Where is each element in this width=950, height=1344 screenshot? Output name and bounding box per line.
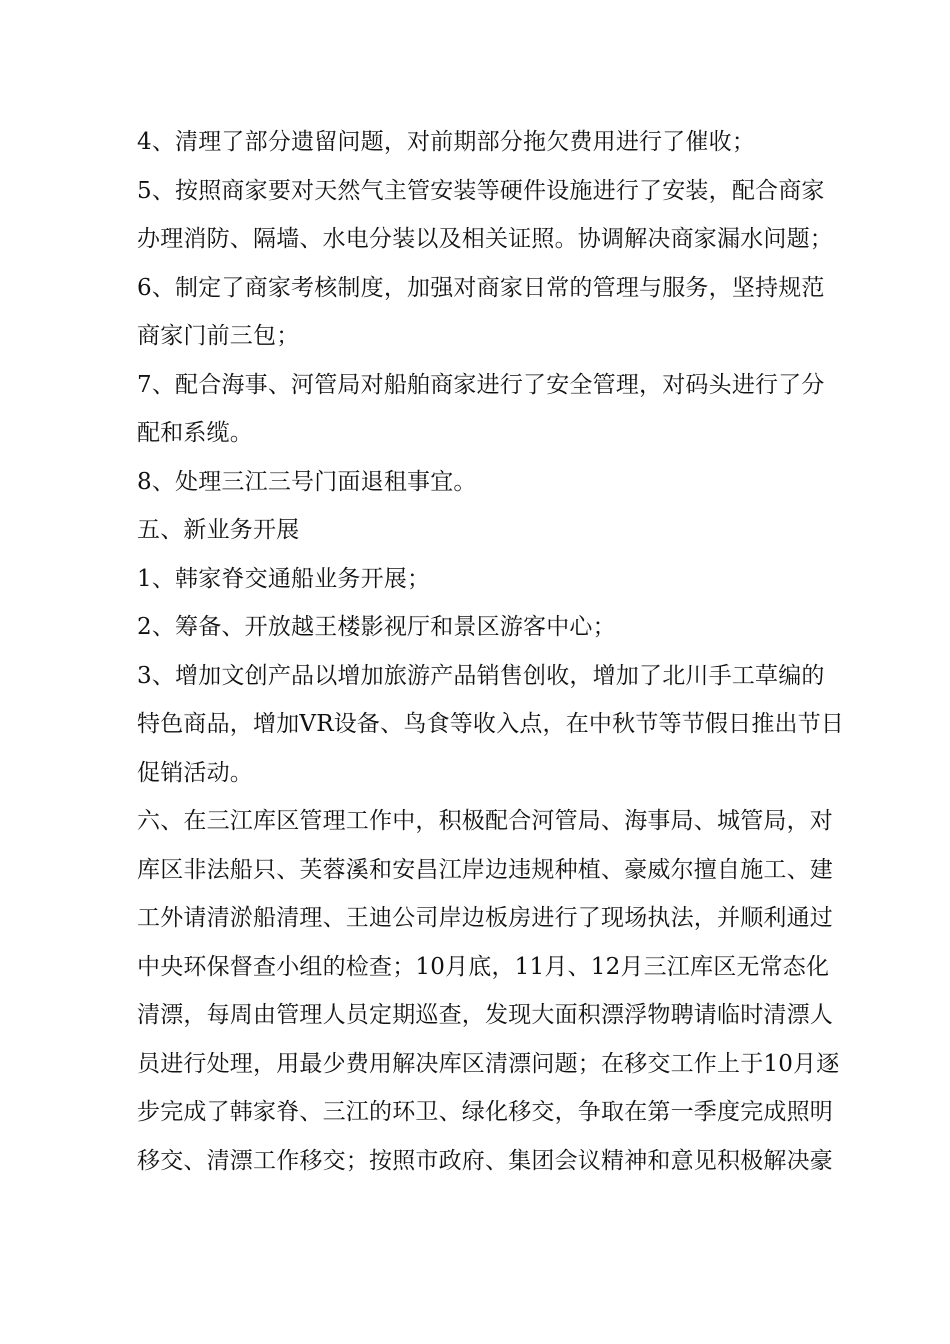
text-line: 库区非法船只、芙蓉溪和安昌江岸边违规种植、豪威尔擅自施工、建 xyxy=(137,856,833,883)
text-line: 4、清理了部分遗留问题，对前期部分拖欠费用进行了催收； xyxy=(137,129,756,155)
text-line: 清漂，每周由管理人员定期巡查，发现大面积漂浮物聘请临时清漂人 xyxy=(137,1002,833,1028)
text-line: 1、韩家脊交通船业务开展； xyxy=(137,565,431,592)
text-line: 中央环保督查小组的检查；10月底，11月、12月三江库区无常态化 xyxy=(137,953,830,980)
text-line: 5、按照商家要对天然气主管安装等硬件设施进行了安装，配合商家 xyxy=(137,177,825,204)
text-line: 2、筹备、开放越王楼影视厅和景区游客中心； xyxy=(137,614,616,640)
section-heading: 五、新业务开展 xyxy=(137,517,300,543)
text-line: 促销活动。 xyxy=(137,759,253,786)
text-line: 工外请清淤船清理、王迪公司岸边板房进行了现场执法，并顺利通过 xyxy=(137,905,833,931)
text-line: 移交、清漂工作移交；按照市政府、集团会议精神和意见积极解决豪 xyxy=(137,1147,833,1174)
text-line: 商家门前三包； xyxy=(137,323,300,349)
text-line: 特色商品，增加VR设备、鸟食等收入点，在中秋节等节假日推出节日 xyxy=(137,711,845,737)
text-line: 7、配合海事、河管局对船舶商家进行了安全管理，对码头进行了分 xyxy=(137,371,825,398)
text-line: 6、制定了商家考核制度，加强对商家日常的管理与服务，坚持规范 xyxy=(137,274,825,301)
text-line: 办理消防、隔墙、水电分装以及相关证照。协调解决商家漏水问题； xyxy=(137,226,833,252)
text-line: 3、增加文创产品以增加旅游产品销售创收，增加了北川手工草编的 xyxy=(137,662,825,689)
document-body xyxy=(137,118,845,1185)
text-line: 六、在三江库区管理工作中，积极配合河管局、海事局、城管局，对 xyxy=(137,808,833,834)
text-line: 配和系缆。 xyxy=(137,420,253,446)
text-line: 8、处理三江三号门面退租事宜。 xyxy=(137,468,477,495)
text-line: 员进行处理，用最少费用解决库区清漂问题；在移交工作上于10月逐 xyxy=(137,1050,840,1077)
text-line: 步完成了韩家脊、三江的环卫、绿化移交，争取在第一季度完成照明 xyxy=(137,1099,833,1125)
